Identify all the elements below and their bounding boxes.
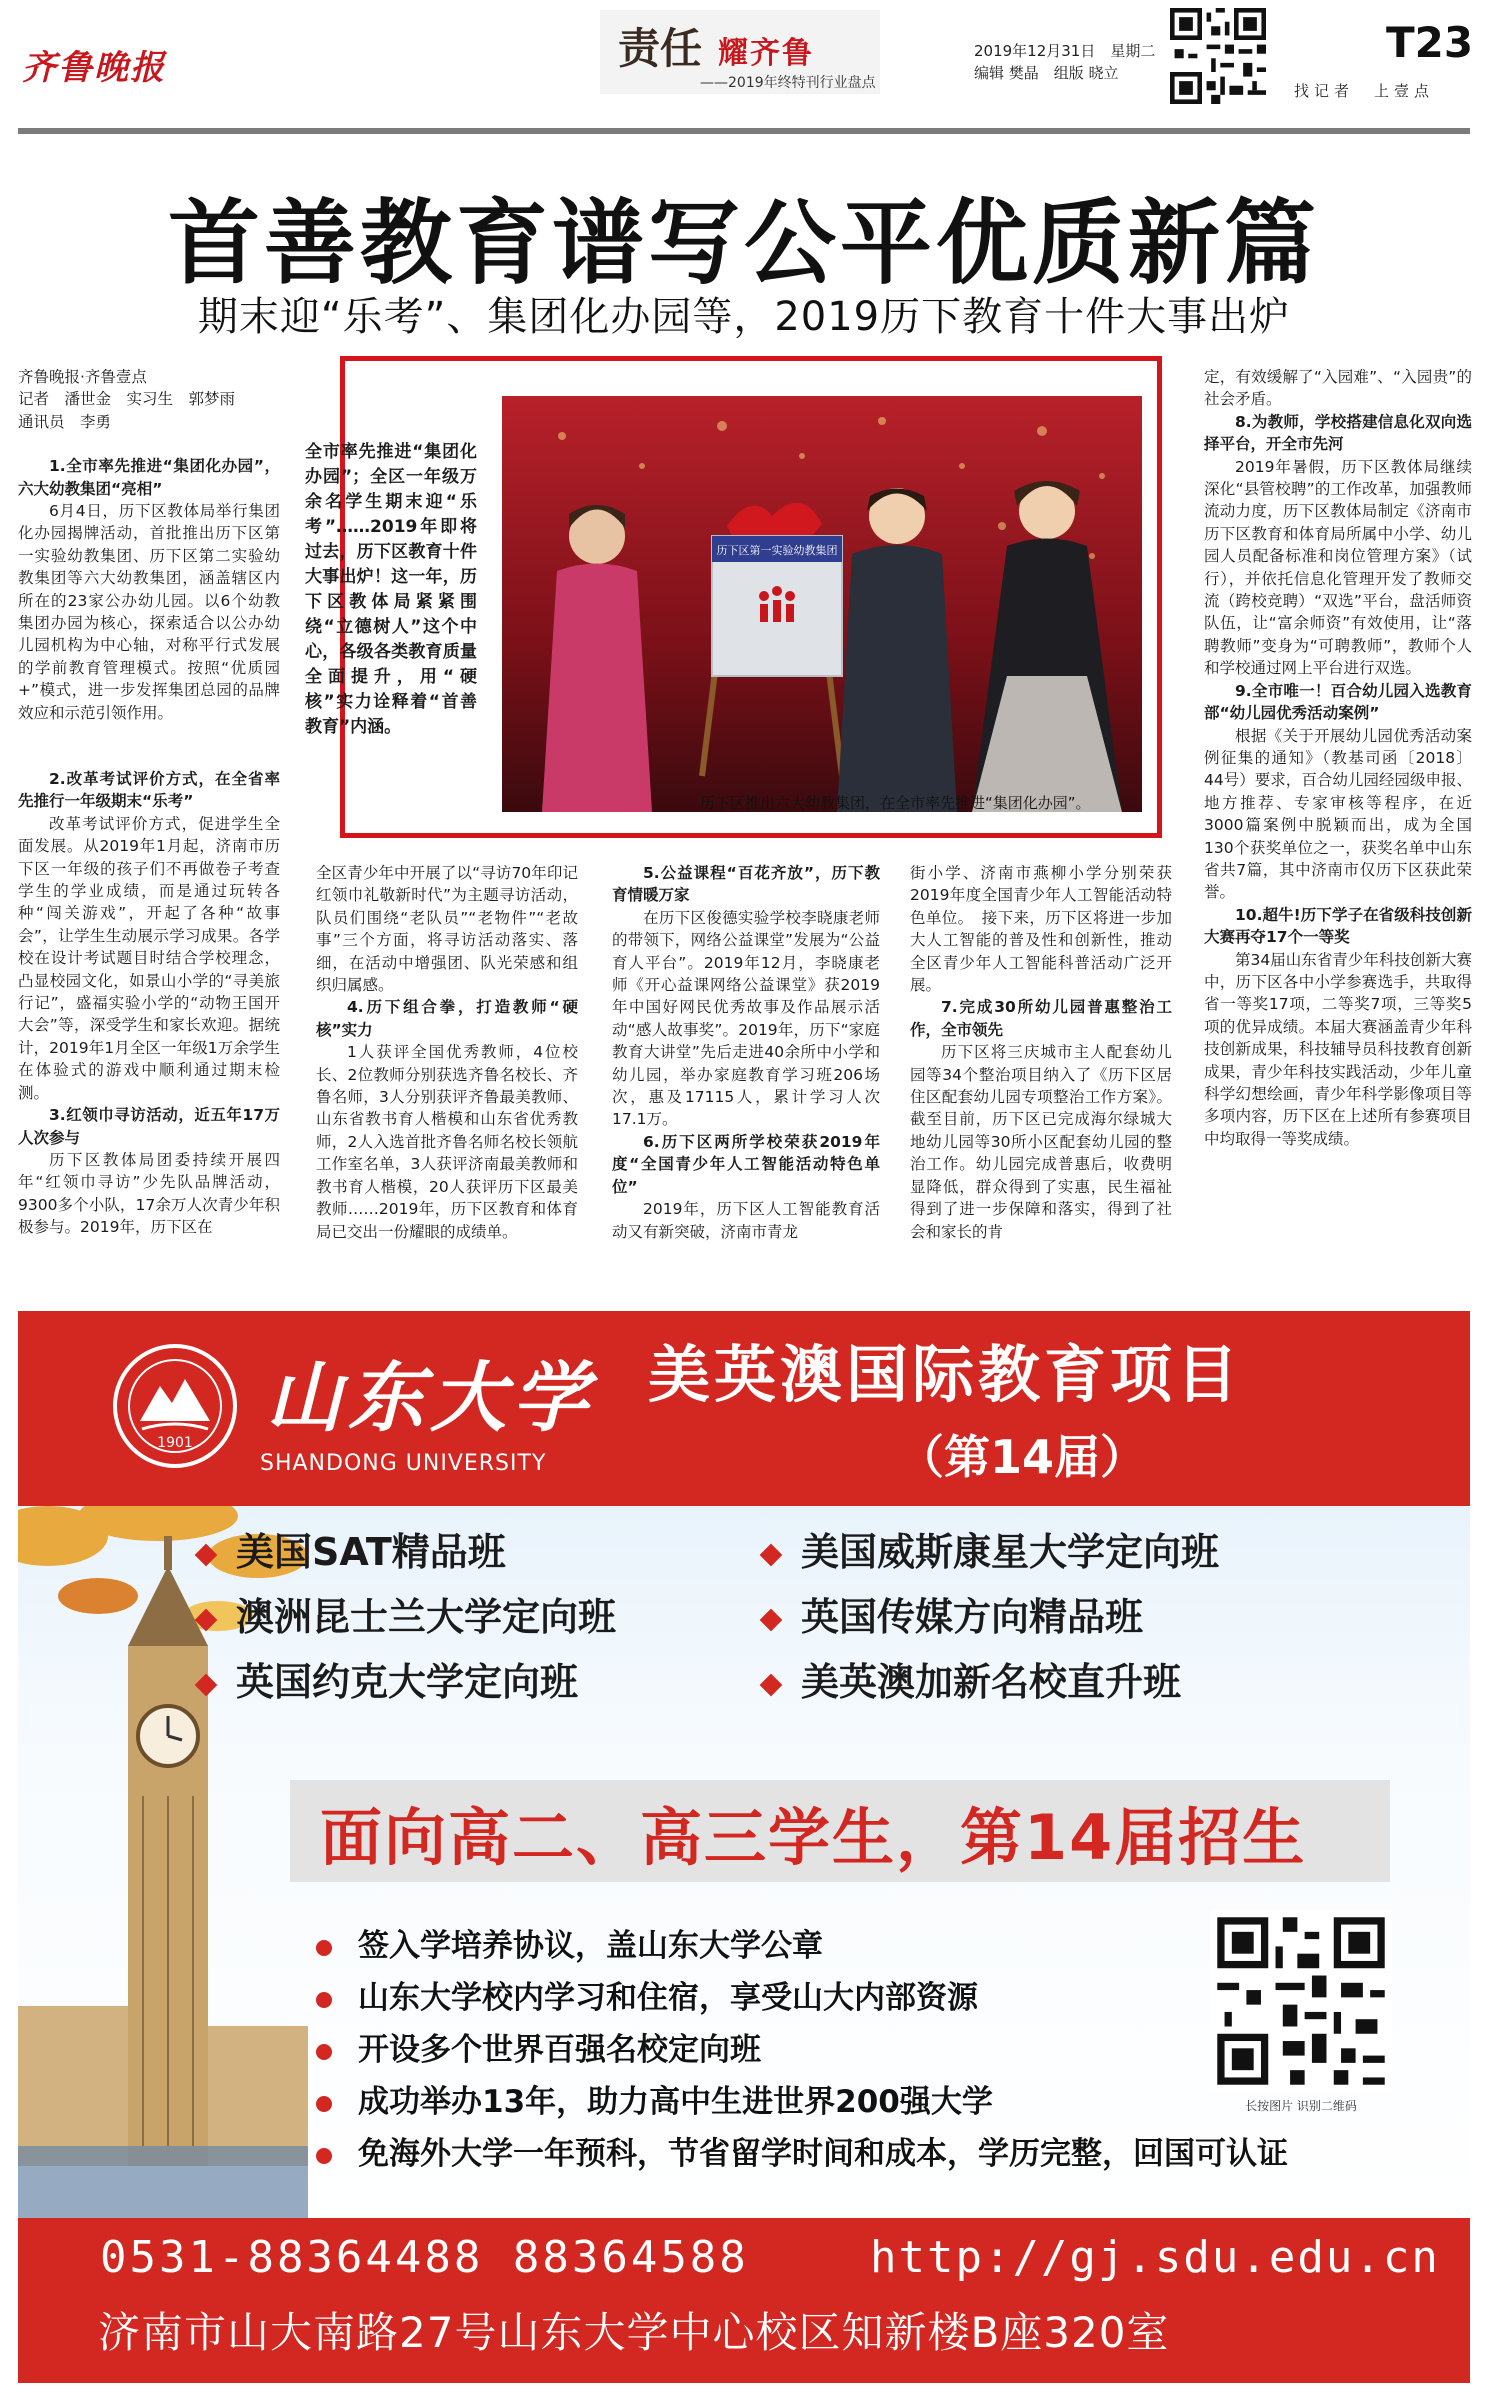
newspaper-brand: 齐鲁晚报: [22, 48, 166, 88]
body-paragraph: 改革考试评价方式，促进学生全面发展。从2019年1月起，济南市历下区一年级的孩子们不再做卷子考查学生的学业成绩，而是通过玩转各种“闯关游戏”，开起了各种“故事会”，让学生生动展示学习成果。各学校在设计考试题目时结合学校理念，凸显校园文化，如景山小学的“寻美旅行记”，盛福实验小学的“动物王国开大会”等，深受学生和家长欢迎。据统计，2019年1月全区一年级1万余学生在体验式的游戏中顺利通过期末检测。: [18, 814, 280, 1102]
body-paragraph: 在历下区俊德实验学校李晓康老师的带领下，网络公益课堂”发展为“公益育人平台”。2019年12月，李晓康老师《开心益课网络公益课堂》获2019年中国好网民优秀故事及作品展示活动“感人故事奖”。2019年，历下“家庭教育大讲堂”先后走进40余所中小学和幼儿园，举办家庭教育学习班206场次，惠及17115人，累计学习人次17.1万。: [612, 908, 880, 1129]
section-heading: 9.全市唯一！百合幼儿园入选教育部“幼儿园优秀活动案例”: [1204, 681, 1472, 723]
contact-address: 济南市山大南路27号山东大学中心校区知新楼B座320室: [98, 2308, 1170, 2357]
bullet-dot-icon: [316, 2148, 332, 2164]
body-paragraph: 6月4日，历下区教体局举行集团化办园揭牌活动，首批推出历下区第一实验幼教集团、历下区第二实验幼教集团等六大幼教集团，涵盖辖区内所在的23家公办幼儿园。以6个幼教集团办园为核心，探索适合以公办幼儿园机构为中心轴，对称平行式发展的学前教育管理模式。按照“优质园+”模式，进一步发挥集团总园的品牌效应和示范引领作用。: [18, 502, 280, 722]
article-column-2: [316, 862, 594, 1243]
seal-year: 1901: [157, 1435, 193, 1451]
benefit-item-1: 签入学培养协议，盖山东大学公章: [316, 1920, 823, 1965]
body-paragraph: 1人获评全国优秀教师，4位校长、2位教师分别获选齐鲁名校长、齐鲁名师，3人分别获评齐鲁最美教师、山东省教书育人楷模和山东省优秀教师，2人入选首批齐鲁名师名校长领航工作室名单，3人获评济南最美教师和教书育人楷模，20人获评历下区最美教师……2019年，历下区教育和体育局已交出一份耀眼的成绩单。: [316, 1043, 578, 1241]
article-byline-column: [18, 366, 280, 724]
bullet-dot-icon: [316, 2096, 332, 2112]
section-heading: 3.红领巾寻访活动，近五年17万人次参与: [18, 1106, 280, 1147]
program-item-right-2: 英国传媒方向精品班: [763, 1586, 1143, 1641]
university-name-en: SHANDONG UNIVERSITY: [260, 1451, 547, 1476]
benefit-item-2: 山东大学校内学习和住宿，享受山大内部资源: [316, 1972, 978, 2017]
program-item-right-1: 美国威斯康星大学定向班: [763, 1521, 1219, 1576]
page-number: T23: [1386, 18, 1474, 67]
program-item-left-1: 美国SAT精品班: [198, 1521, 506, 1576]
program-item-left-3: 英国约克大学定向班: [198, 1651, 578, 1706]
body-paragraph: 历下区将三庆城市主人配套幼儿园等34个整治项目纳入了《历下区居住区配套幼儿园专项整治工作方案》。截至目前，历下区已完成海尔绿城大地幼儿园等30所小区配套幼儿园的整治工作。幼儿园完成普惠后，收费明显降低，群众得到了实惠，民生福祉得到了进一步保障和落实，得到了社会和家长的肯: [910, 1043, 1172, 1241]
section-heading: 4.历下组合拳，打造教师“硬核”实力: [316, 998, 578, 1039]
bullet-diamond-icon: [195, 1673, 218, 1696]
ad-qr-code-icon[interactable]: [1210, 1910, 1392, 2092]
ad-header: [18, 1311, 1470, 1506]
dateline: [974, 40, 1155, 84]
section-heading: 7.完成30所幼儿园普惠整治工作，全市领先: [910, 998, 1172, 1039]
issue-date: 2019年12月31日 星期二: [974, 42, 1156, 60]
body-paragraph: 全区青少年中开展了以“寻访70年印记 红领巾礼敬新时代”为主题寻访活动，队员们围绕“老队员”“老物件”“老故事”三个方面，将寻访活动落实、落细，在活动中增强团、队光荣感和组织归属感。: [316, 864, 594, 995]
body-paragraph: 2019年暑假，历下区教体局继续深化“县管校聘”的工作改革，加强教师流动力度，历下区教体局制定《济南市历下区教育和体育局所属中小学、幼儿园人员配备标准和岗位管理方案》（试行），并依托信息化管理开发了教师交流（跨校竞聘）“双选”平台，盘活师资队伍，让“富余师资”有效使用，让“落聘教师”变身为“可聘教师”，教师个人和学校通过网上平台进行双选。: [1204, 457, 1472, 678]
event-photo: [502, 396, 1142, 812]
program-item-left-2: 澳洲昆士兰大学定向班: [198, 1586, 616, 1641]
header-qr-code-icon[interactable]: [1170, 8, 1266, 104]
body-paragraph: 历下区教体局团委持续开展四年“红领巾寻访”少先队品牌活动，9300多个小队，17余万人次青少年积极参与。2019年，历下区在: [18, 1150, 280, 1237]
bullet-diamond-icon: [760, 1543, 783, 1566]
byline-source: 齐鲁晚报·齐鲁壹点: [18, 368, 147, 386]
banner-subtitle: ——2019年终特刊行业盘点: [700, 75, 876, 91]
subheadline: 期末迎“乐考”、集团化办园等，2019历下教育十件大事出炉: [197, 294, 1291, 340]
qr-caption: 长按图片 识别二维码: [1245, 2099, 1357, 2113]
byline-correspondent: 通讯员 李勇: [18, 412, 112, 431]
section-heading: 5.公益课程“百花齐放”，历下教育情暖万家: [612, 864, 880, 905]
column-banner: [600, 10, 880, 94]
section-heading: 8.为教师，学校搭建信息化双向选择平台，开全市先河: [1204, 412, 1472, 454]
header-divider: [18, 128, 1470, 134]
bullet-diamond-icon: [760, 1608, 783, 1631]
editor-credits: 编辑 樊晶 组版 晓立: [974, 64, 1119, 82]
article-column-5: [1204, 366, 1472, 1150]
article-column-1b: [18, 768, 280, 1239]
byline-reporters: 记者 潘世金 实习生 郭梦雨: [18, 390, 236, 409]
section-heading: 6.历下区两所学校荣获2019年度“全国青少年人工智能活动特色单位”: [612, 1132, 880, 1196]
body-paragraph: 第34届山东省青少年科技创新大赛中，历下区各中小学参赛选手，共取得省一等奖17项，二等奖7项，三等奖5项的优异成绩。本届大赛涵盖青少年科技创新成果，科技辅导员科技教育创新成果，青少年科技实践活动，少年儿童科学幻想绘画，青少年科学影像项目等多项内容，历下区在上述所有参赛项目中均取得一等奖成绩。: [1204, 950, 1472, 1148]
banner-logo: 责任: [618, 24, 703, 73]
article-column-3: [612, 862, 880, 1243]
ad-title: 美英澳国际教育项目: [648, 1338, 1243, 1411]
bullet-diamond-icon: [195, 1608, 218, 1631]
article-intro: 全市率先推进“集团化办园”；全区一年级万余名学生期末迎“乐考”……2019年即将过去，历下区教育十件大事出炉！这一年，历下区教体局紧紧围绕“立德树人”这个中心，各级各类教育质量全面提升，用“硬核”实力诠释着“首善教育”内涵。: [305, 442, 477, 737]
photo-caption: 历下区推出六大幼教集团，在全市率先推进“集团化办园”。: [700, 794, 1091, 812]
article-column-4: [910, 862, 1172, 1243]
reporter-tagline: 找记者 上壹点: [1294, 82, 1435, 100]
benefit-item-5: 免海外大学一年预科，节省留学时间和成本，学历完整，回国可认证: [316, 2128, 1288, 2173]
university-seal-icon: [110, 1341, 240, 1471]
contact-phone[interactable]: 0531-88364488 88364588: [100, 2232, 749, 2283]
body-paragraph: 定，有效缓解了“入园难”、“入园贵”的社会矛盾。: [1204, 368, 1472, 409]
body-paragraph: 街小学、济南市燕柳小学分别荣获2019年度全国青少年人工智能活动特色单位。 接下来，历下区将进一步加大人工智能的普及性和创新性，推动全区青少年人工智能科普活动广泛开展。: [910, 864, 1172, 995]
bullet-dot-icon: [316, 1992, 332, 2008]
benefit-item-4: 成功举办13年，助力高中生进世界200强大学: [316, 2076, 993, 2121]
banner-name: 耀齐鲁: [718, 36, 814, 71]
program-item-right-3: 美英澳加新名校直升班: [763, 1651, 1181, 1706]
section-heading: 2.改革考试评价方式，在全省率先推行一年级期末“乐考”: [18, 770, 280, 811]
section-heading: 1.全市率先推进“集团化办园”，六大幼教集团“亮相”: [18, 457, 280, 498]
bullet-diamond-icon: [195, 1543, 218, 1566]
ad-edition: （第14届）: [898, 1430, 1147, 1484]
bullet-diamond-icon: [760, 1673, 783, 1696]
enrollment-headline: 面向高二、高三学生，第14届招生: [320, 1801, 1307, 1874]
headline: 首善教育谱写公平优质新篇: [167, 190, 1320, 297]
body-paragraph: 2019年，历下区人工智能教育活动又有新突破，济南市青龙: [612, 1200, 880, 1241]
university-name-cn: 山东大学: [266, 1353, 594, 1442]
contact-url[interactable]: http://gj.sdu.edu.cn: [870, 2232, 1440, 2283]
section-heading: 10.超牛!历下学子在省级科技创新大赛再夺17个一等奖: [1204, 905, 1472, 947]
bullet-dot-icon: [316, 2044, 332, 2060]
plaque-text: 历下区第一实验幼教集团: [716, 544, 838, 557]
body-paragraph: 根据《关于开展幼儿园优秀活动案例征集的通知》（教基司函〔2018〕44号）要求，百合幼儿园经园级申报、地方推荐、专家审核等程序，在近3000篇案例中脱颖而出，成为全国130个获奖单位之一，获奖名单中山东省共7篇，其中济南市仅历下区获此荣誉。: [1204, 726, 1472, 902]
benefit-item-3: 开设多个世界百强名校定向班: [316, 2024, 761, 2069]
bullet-dot-icon: [316, 1940, 332, 1956]
